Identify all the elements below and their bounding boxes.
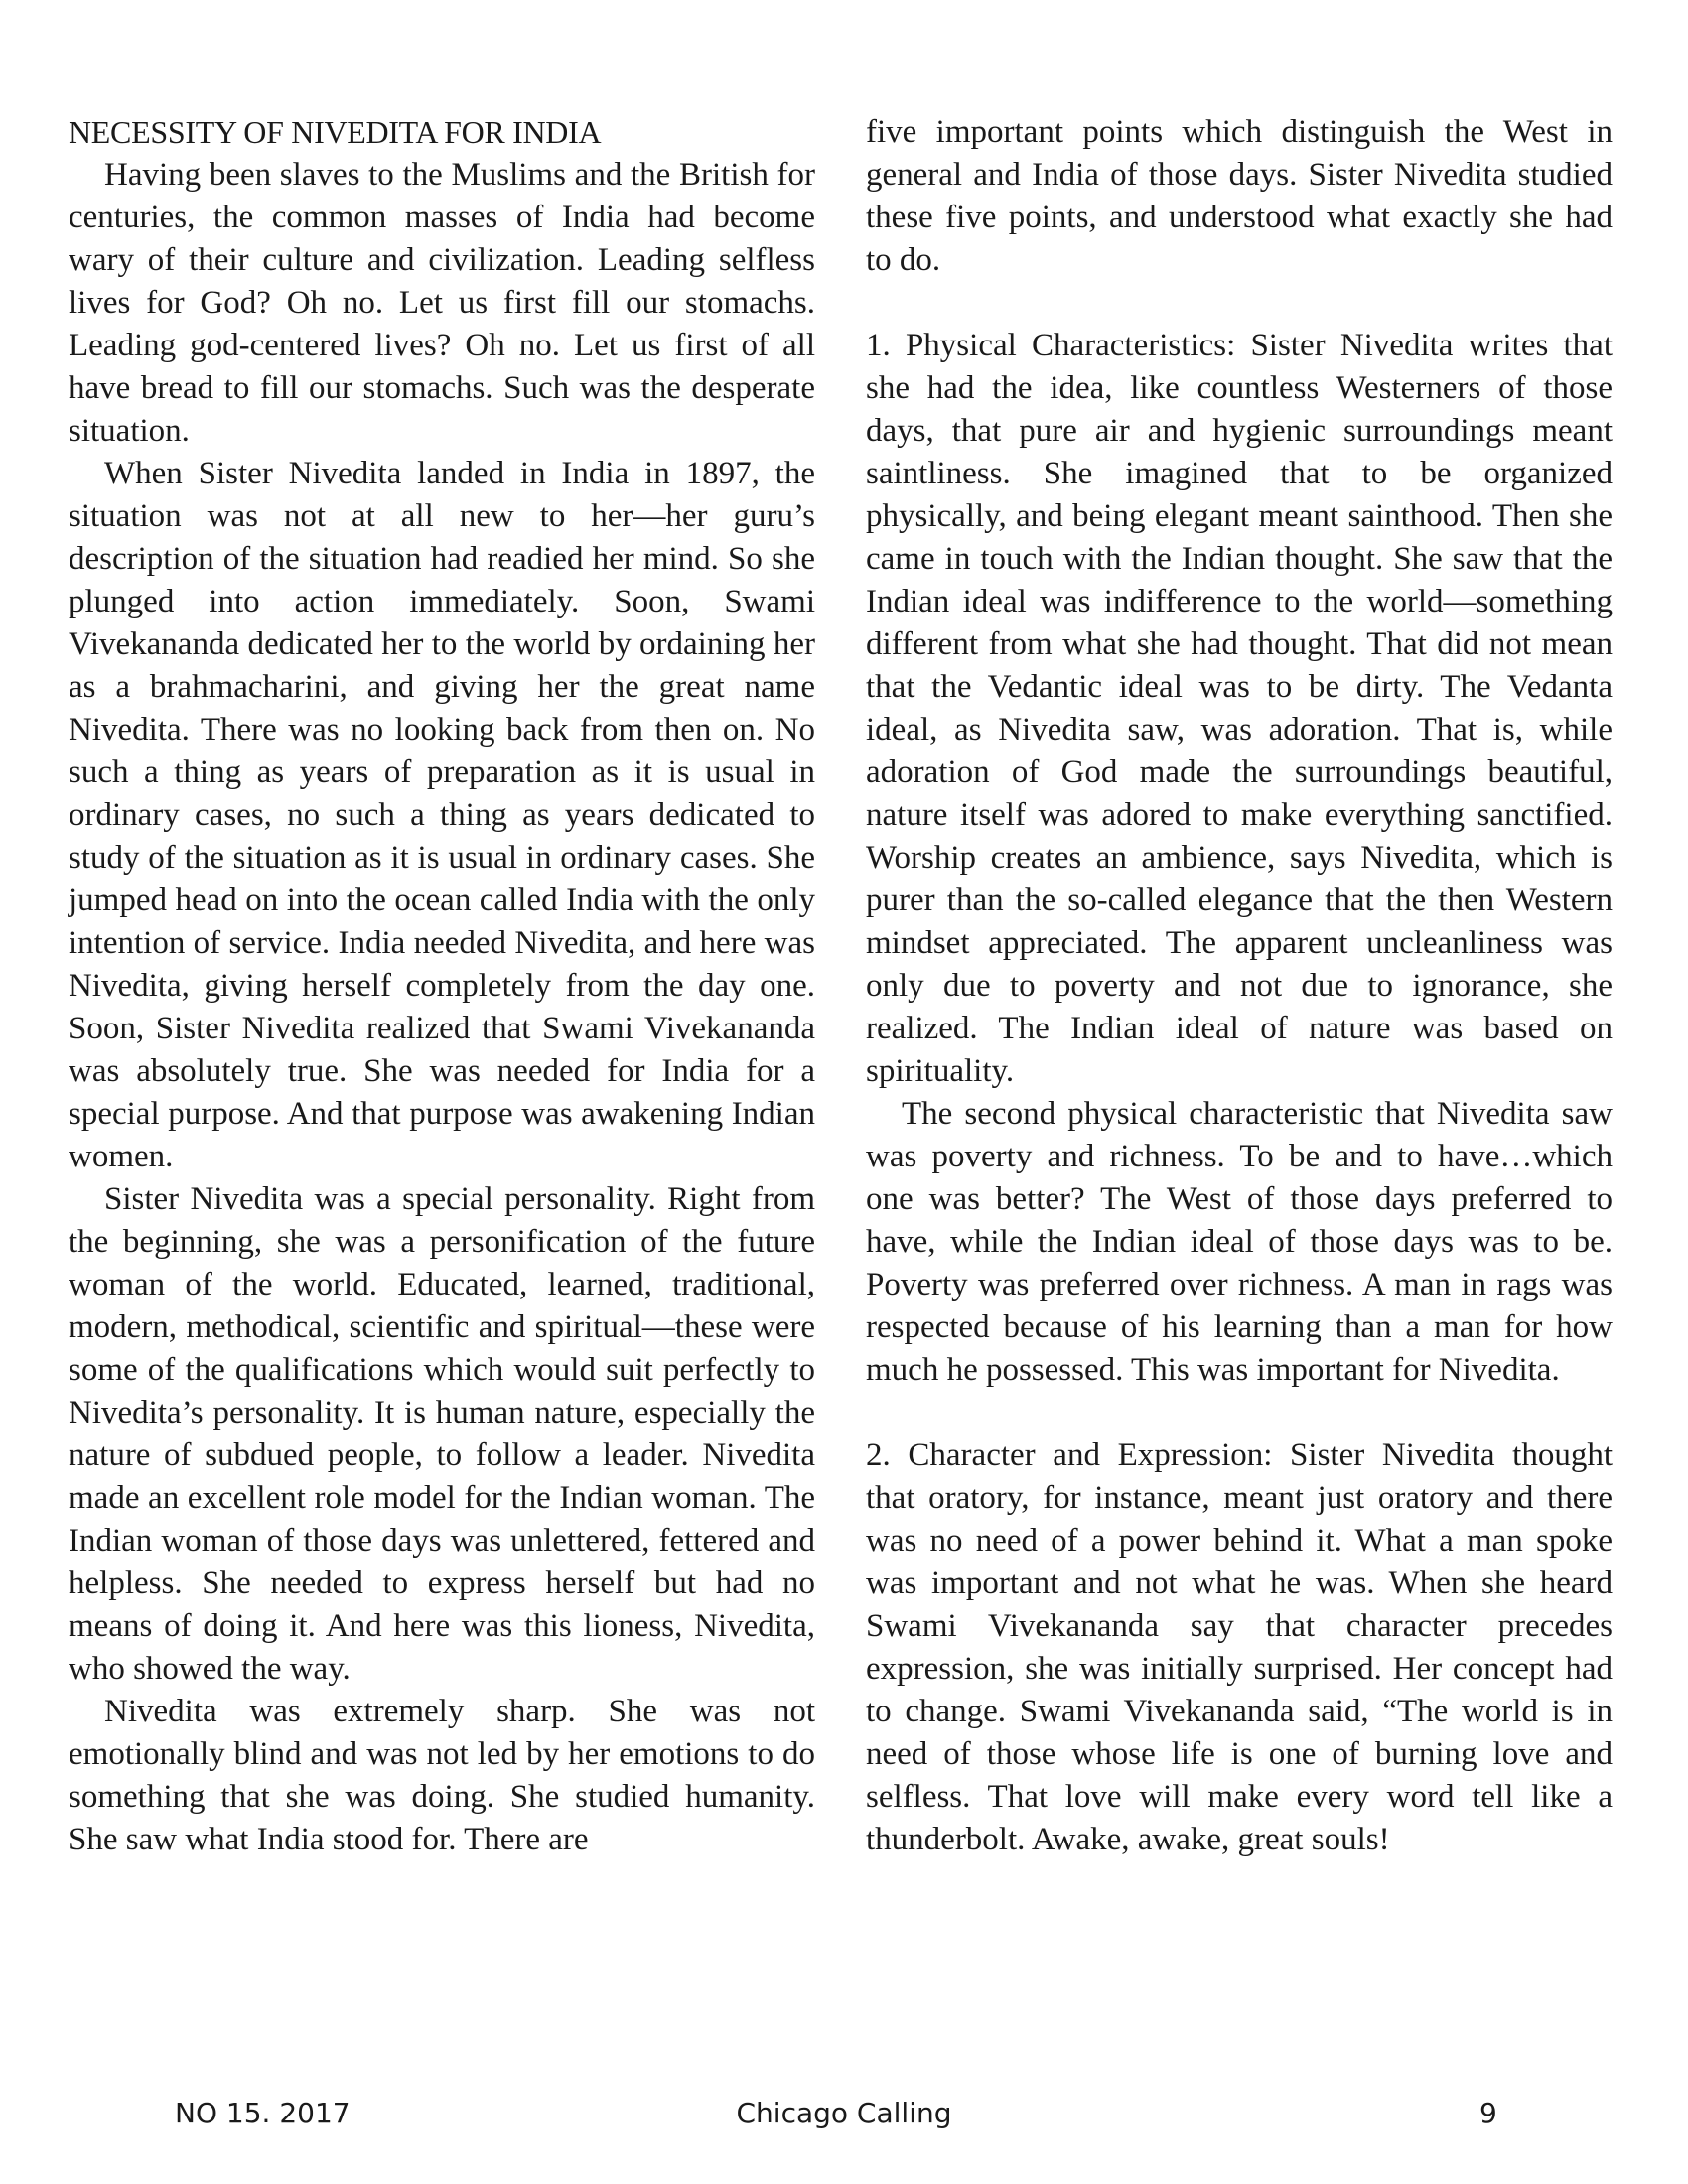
- paragraph: Nivedita was extremely sharp. She was not emotionally blind and was not led by her emotions to do something that she was doing. She studied humanity. She saw what India stood for. There are: [69, 1694, 815, 1857]
- paragraph: The second physical characteristic that Nivedita saw was poverty and richness. To be and to have…which one was better? The West of those days preferred to have, while the Indian ideal of those days was to be. Poverty was preferred over richness. A man in rags was respected because of his learning than a man for how much he possessed. This was important for Nivedita.: [866, 1096, 1613, 1388]
- section-physical-characteristics: 1. Physical Characteristics: Sister Nivedita writes that she had the idea, like countless Westerners of those days, that pure air and hygienic surroundings meant saintliness. She imagined that to be organized physically, and being elegant meant sainthood. Then she came in touch with the Indian thought. She saw that the Indian ideal was indifference to the world—something different from what she had thought. That did not mean that the Vedantic ideal was to be dirty. The Vedanta ideal, as Nivedita saw, was adoration. That is, while adoration of God made the surroundings beautiful, nature itself was adored to make everything sanctified. Worship creates an ambience, says Nivedita, which is purer than the so-called elegance that the then Western mindset appreciated. The apparent uncleanliness was only due to poverty and not due to ignorance, she realized. The Indian ideal of nature was based on spirituality.: [866, 328, 1613, 1089]
- paragraph: five important points which distinguish the West in general and India of those days. Sister Nivedita studied these five points, and understood what exactly she had to do.: [866, 114, 1613, 278]
- page-footer: [0, 2097, 1688, 2136]
- page-number: 9: [1479, 2097, 1497, 2129]
- issue-number: NO 15. 2017: [175, 2097, 351, 2129]
- article-title: NECESSITY OF NIVEDITA FOR INDIA: [69, 114, 602, 150]
- paragraph: Sister Nivedita was a special personality. Right from the beginning, she was a personification of the future woman of the world. Educated, learned, traditional, modern, methodical, scientific and spiritual—these were some of the qualifications which would suit perfectly to Nivedita’s personality. It is human nature, especially the nature of subdued people, to follow a leader. Nivedita made an excellent role model for the Indian woman. The Indian woman of those days was unlettered, fettered and helpless. She needed to express herself but had no means of doing it. And here was this lioness, Nivedita, who showed the way.: [69, 1181, 815, 1687]
- left-column: [69, 111, 815, 1861]
- publication-name: Chicago Calling: [736, 2097, 952, 2129]
- paragraph: Having been slaves to the Muslims and the British for centuries, the common masses of India had become wary of their culture and civilization. Leading selfless lives for God? Oh no. Let us first fill our stomachs. Leading god-centered lives? Oh no. Let us first of all have bread to fill our stomachs. Such was the desperate situation.: [69, 157, 815, 449]
- right-column: [866, 111, 1613, 1861]
- section-character-expression: 2. Character and Expression: Sister Nivedita thought that oratory, for instance, meant just oratory and there was no need of a power behind it. What a man spoke was important and not what he was. When she heard Swami Vivekananda say that character precedes expression, she was initially surprised. Her concept had to change. Swami Vivekananda said, “The world is in need of those whose life is one of burning love and selfless. That love will make every word tell like a thunderbolt. Awake, awake, great souls!: [866, 1437, 1613, 1857]
- paragraph: When Sister Nivedita landed in India in 1897, the situation was not at all new to her—her guru’s description of the situation had readied her mind. So she plunged into action immediately. Soon, Swami Vivekananda dedicated her to the world by ordaining her as a brahmacharini, and giving her the great name Nivedita. There was no looking back from then on. No such a thing as years of preparation as it is usual in ordinary cases, no such a thing as years dedicated to study of the situation as it is usual in ordinary cases. She jumped head on into the ocean called India with the only intention of service. India needed Nivedita, and here was Nivedita, giving herself completely from the day one. Soon, Sister Nivedita realized that Swami Vivekananda was absolutely true. She was needed for India for a special purpose. And that purpose was awakening Indian women.: [69, 456, 815, 1174]
